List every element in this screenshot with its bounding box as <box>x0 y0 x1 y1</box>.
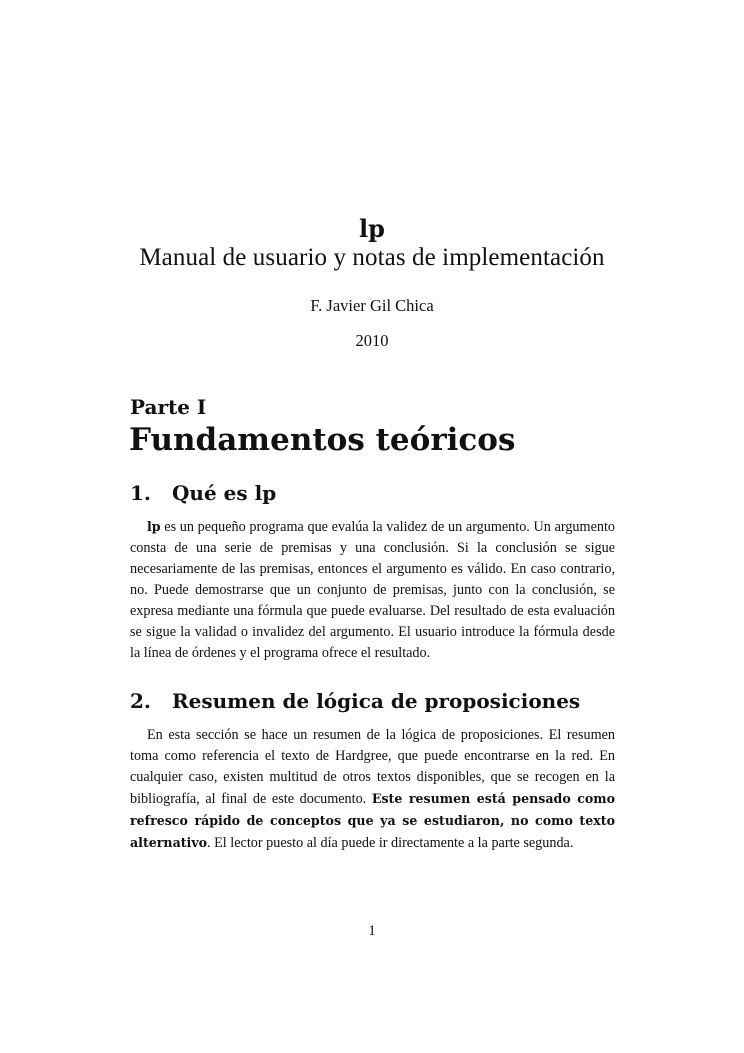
section-title: Resumen de lógica de proposiciones <box>172 689 581 713</box>
document-subtitle: Manual de usuario y notas de implementación <box>139 244 605 271</box>
section-heading <box>130 689 580 713</box>
section-paragraph <box>130 725 615 854</box>
section-paragraph <box>130 516 615 664</box>
section-title: Qué es lp <box>172 481 277 505</box>
author: F. Javier Gil Chica <box>310 296 434 315</box>
document-title: lp <box>359 214 385 243</box>
paragraph-text: En esta sección se hace un resumen de la lógica de proposiciones. El resumen toma como referencia el texto de Hardgree, que puede encontrarse en la red. En cualquier caso, existen multitud de otros textos disponibles, que se recogen en la bibliografía, al final de este documento. <box>130 727 615 807</box>
bold-term: lp <box>147 519 161 534</box>
paragraph-text: . El lector puesto al día puede ir directamente a la parte segunda. <box>207 835 574 851</box>
part-label: Parte I <box>130 395 207 419</box>
paragraph-text: es un pequeño programa que evalúa la validez de un argumento. Un argumento consta de una serie de premisas y una conclusión. Si la conclusión se sigue necesariamente de las premisas, entonces el argumento es válido. En caso contrario, no. Puede demostrarse que un conjunto de premisas, junto con la conclusión, se expresa mediante una fórmula que puede evaluarse. Del resultado de esta evaluación se sigue la validad o invalidez del argumento. El usuario introduce la fórmula desde la línea de órdenes y el programa ofrece el resultado. <box>130 519 615 661</box>
part-title: Fundamentos teóricos <box>129 422 516 458</box>
section-heading <box>130 481 276 505</box>
bold-passage: Este resumen está pensado como refresco rápido de conceptos que ya se estudiaron, no como texto alternativo <box>130 791 615 850</box>
section-number: 2. <box>130 689 151 713</box>
section-number: 1. <box>130 481 151 505</box>
page-number: 1 <box>368 923 376 939</box>
publication-year: 2010 <box>355 331 389 350</box>
